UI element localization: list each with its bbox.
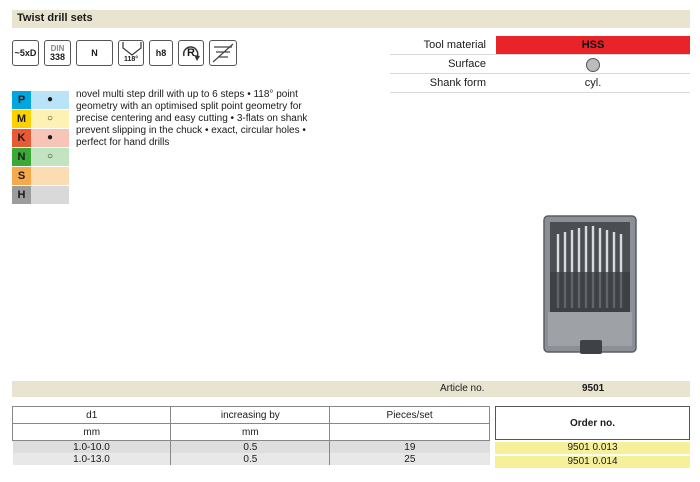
property-tool-material: Tool material HSS (390, 36, 690, 55)
iso-material-groups (12, 91, 69, 205)
order-number[interactable]: 9501 0.014 (495, 456, 690, 468)
no-coolant-icon (209, 40, 237, 66)
shank-form-value: cyl. (584, 77, 602, 89)
drill-set-case-image (538, 212, 642, 368)
tool-material-value: HSS (496, 36, 690, 54)
section-title: Twist drill sets (17, 12, 93, 24)
right-hand-cutting-icon: R (178, 40, 204, 66)
article-bar: Article no. 9501 (12, 381, 690, 397)
specs-table (12, 406, 490, 465)
property-surface: Surface (390, 55, 690, 74)
iso-row-k: K ● (12, 129, 69, 147)
iso-row-s: S (12, 167, 69, 185)
order-header: Order no. (495, 406, 690, 440)
article-number: 9501 (582, 383, 605, 394)
iso-row-p: P ● (12, 91, 69, 109)
iso-row-n: N ○ (12, 148, 69, 166)
table-row: 1.0-13.0 0.5 25 (13, 453, 490, 465)
tolerance-h8-icon: h8 (149, 40, 173, 66)
table-header-row: d1 increasing by Pieces/set (13, 407, 490, 424)
type-n-icon: N (76, 40, 113, 66)
length-5xd-icon: ~5xD (12, 40, 39, 66)
surface-bright-icon (586, 58, 600, 72)
property-shank-form: Shank form cyl. (390, 74, 690, 93)
table-units-row: mm mm (13, 424, 490, 441)
product-description: novel multi step drill with up to 6 steps • 118° point geometry with an optimised split point geometry for precise centering and easy cutting • 3-flats on shank prevent slipping in the chuck • exact, circular holes • perfect for hand drills (76, 89, 308, 148)
iso-row-h: H (12, 186, 69, 204)
din-338-icon: DIN 338 (44, 40, 71, 66)
section-title-bar (12, 10, 690, 28)
order-column (495, 406, 690, 468)
point-angle-icon: 118° (118, 40, 144, 66)
order-number[interactable]: 9501 0.013 (495, 442, 690, 454)
iso-row-m: M ○ (12, 110, 69, 128)
table-row: 1.0-10.0 0.5 19 (13, 441, 490, 454)
